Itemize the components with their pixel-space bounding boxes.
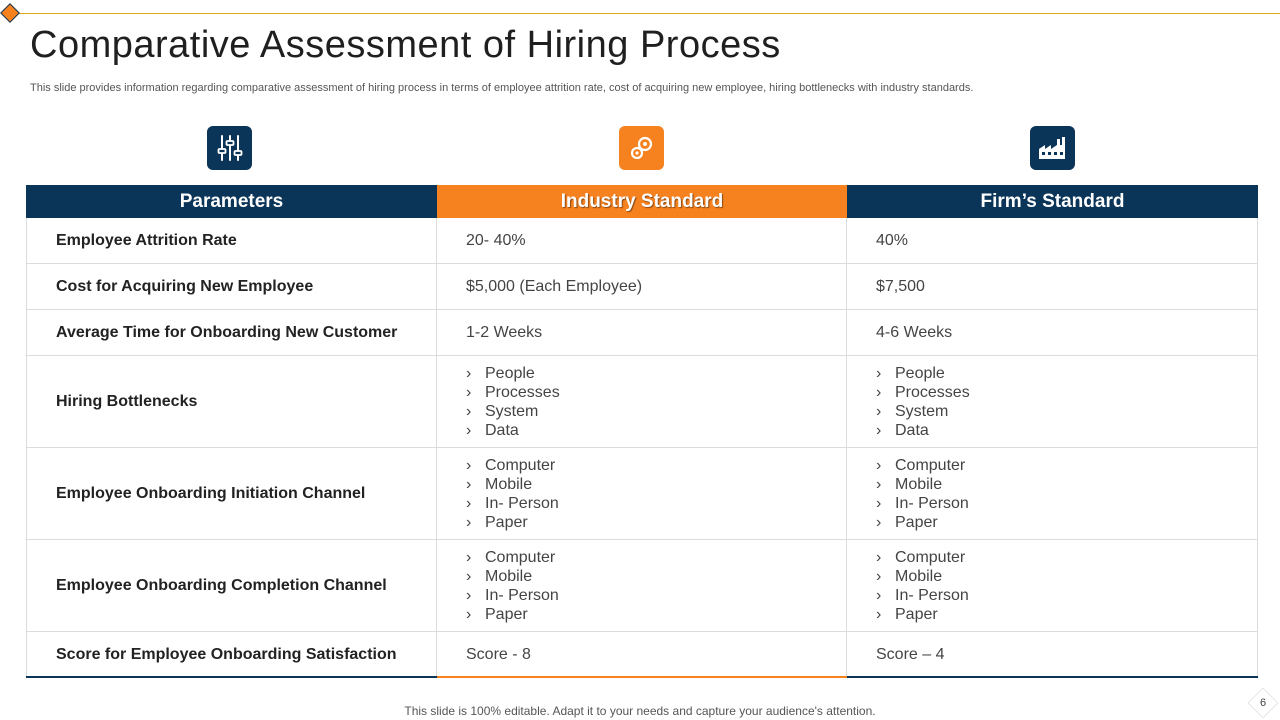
table-row [26, 310, 1258, 356]
list-item: › Computer [466, 548, 556, 566]
list-item: › System [876, 402, 949, 420]
chevron-right-icon: › [466, 567, 472, 585]
firm-cell [847, 356, 1258, 447]
factory-icon [1030, 126, 1075, 170]
chevron-right-icon: › [876, 494, 882, 512]
firm-cell: 40% [847, 218, 1258, 263]
chevron-right-icon: › [876, 586, 882, 604]
firm-cell [847, 448, 1258, 539]
chevron-right-icon: › [876, 364, 882, 382]
list-item: › Mobile [466, 567, 533, 585]
chevron-right-icon: › [876, 383, 882, 401]
chevron-right-icon: › [466, 364, 472, 382]
chevron-right-icon: › [466, 475, 472, 493]
list-item: › Mobile [876, 475, 943, 493]
table-row [26, 540, 1258, 632]
param-cell: Hiring Bottlenecks [26, 356, 437, 447]
chevron-right-icon: › [876, 456, 882, 474]
table-header [26, 185, 1258, 218]
list-item: › Mobile [466, 475, 533, 493]
list-item: › In- Person [466, 494, 559, 512]
param-cell: Average Time for Onboarding New Customer [26, 310, 437, 355]
industry-cell: 1-2 Weeks [437, 310, 847, 355]
chevron-right-icon: › [466, 605, 472, 623]
chevron-right-icon: › [876, 567, 882, 585]
list-item: › Processes [466, 383, 560, 401]
list-item: › Data [466, 421, 519, 439]
list-item: › Paper [466, 513, 528, 531]
table-row [26, 356, 1258, 448]
industry-cell: $5,000 (Each Employee) [437, 264, 847, 309]
param-cell: Employee Onboarding Completion Channel [26, 540, 437, 631]
list-item: › In- Person [876, 494, 969, 512]
table-row [26, 448, 1258, 540]
list-item: › System [466, 402, 539, 420]
table-row [26, 218, 1258, 264]
chevron-right-icon: › [466, 494, 472, 512]
industry-cell: 20- 40% [437, 218, 847, 263]
list-item: › People [466, 364, 535, 382]
chevron-right-icon: › [466, 421, 472, 439]
corner-diamond-icon [0, 3, 20, 23]
chevron-right-icon: › [876, 421, 882, 439]
sliders-icon [207, 126, 252, 170]
list-item: › Computer [466, 456, 556, 474]
param-cell: Employee Attrition Rate [26, 218, 437, 263]
chevron-right-icon: › [876, 402, 882, 420]
chevron-right-icon: › [876, 605, 882, 623]
list-item: › In- Person [466, 586, 559, 604]
list-item: › Processes [876, 383, 970, 401]
header-firms-standard: Firm’s Standard [847, 185, 1258, 218]
chevron-right-icon: › [466, 548, 472, 566]
firm-cell: 4-6 Weeks [847, 310, 1258, 355]
comparison-table [26, 185, 1258, 678]
param-cell: Cost for Acquiring New Employee [26, 264, 437, 309]
firm-cell [847, 540, 1258, 631]
table-bottom-rule [26, 676, 1258, 678]
page-title: Comparative Assessment of Hiring Process [30, 24, 781, 66]
firm-cell: $7,500 [847, 264, 1258, 309]
gears-icon [619, 126, 664, 170]
header-industry-standard: Industry Standard [437, 185, 847, 218]
list-item: › Data [876, 421, 929, 439]
list-item: › Mobile [876, 567, 943, 585]
industry-cell [437, 540, 847, 631]
top-rule [14, 13, 1280, 14]
chevron-right-icon: › [466, 383, 472, 401]
chevron-right-icon: › [466, 586, 472, 604]
industry-cell [437, 448, 847, 539]
param-cell: Score for Employee Onboarding Satisfaction [26, 632, 437, 678]
list-item: › Computer [876, 456, 966, 474]
page-subtitle: This slide provides information regarding comparative assessment of hiring process in terms of employee attrition rate, cost of acquiring new employee, hiring bottlenecks with industry standards. [30, 82, 974, 94]
list-item: › Paper [876, 605, 938, 623]
list-item: › Paper [466, 605, 528, 623]
footer-note: This slide is 100% editable. Adapt it to your needs and capture your audience's attention. [404, 704, 876, 718]
firm-cell: Score – 4 [847, 632, 1258, 678]
chevron-right-icon: › [876, 513, 882, 531]
industry-cell [437, 356, 847, 447]
chevron-right-icon: › [466, 402, 472, 420]
table-row [26, 264, 1258, 310]
list-item: › People [876, 364, 945, 382]
list-item: › Computer [876, 548, 966, 566]
header-parameters: Parameters [26, 185, 437, 218]
chevron-right-icon: › [876, 548, 882, 566]
list-item: › In- Person [876, 586, 969, 604]
chevron-right-icon: › [876, 475, 882, 493]
table-row [26, 632, 1258, 678]
industry-cell: Score - 8 [437, 632, 847, 678]
chevron-right-icon: › [466, 513, 472, 531]
page-number: 6 [1250, 690, 1276, 716]
list-item: › Paper [876, 513, 938, 531]
chevron-right-icon: › [466, 456, 472, 474]
param-cell: Employee Onboarding Initiation Channel [26, 448, 437, 539]
